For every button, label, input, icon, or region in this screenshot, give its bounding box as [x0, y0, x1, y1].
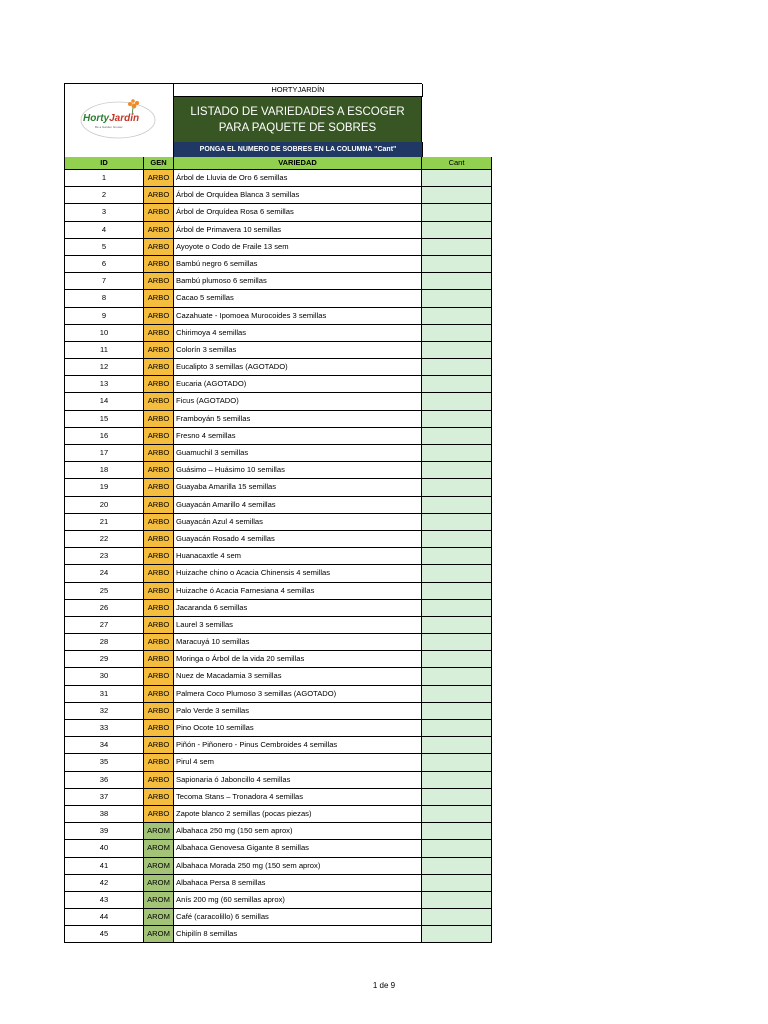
- row-cant-input[interactable]: [421, 359, 492, 376]
- row-variedad: Jacaranda 6 semillas: [173, 600, 421, 617]
- row-id: 24: [64, 565, 143, 582]
- row-cant-input[interactable]: [421, 720, 492, 737]
- row-gen: AROM: [143, 926, 173, 943]
- row-id: 23: [64, 548, 143, 565]
- row-variedad: Pirul 4 sem: [173, 754, 421, 771]
- row-id: 38: [64, 806, 143, 823]
- row-cant-input[interactable]: [421, 737, 492, 754]
- row-variedad: Fresno 4 semillas: [173, 428, 421, 445]
- row-variedad: Huanacaxtle 4 sem: [173, 548, 421, 565]
- row-gen: ARBO: [143, 548, 173, 565]
- row-cant-input[interactable]: [421, 325, 492, 342]
- table-row: [64, 858, 492, 875]
- row-variedad: Laurel 3 semillas: [173, 617, 421, 634]
- row-cant-input[interactable]: [421, 651, 492, 668]
- row-id: 18: [64, 462, 143, 479]
- column-header-variedad: VARIEDAD: [173, 157, 421, 170]
- row-cant-input[interactable]: [421, 926, 492, 943]
- row-id: 1: [64, 170, 143, 187]
- table-row: [64, 308, 492, 325]
- row-gen: ARBO: [143, 514, 173, 531]
- table-row: [64, 823, 492, 840]
- row-id: 2: [64, 187, 143, 204]
- row-variedad: Piñón - Piñonero - Pinus Cembroides 4 semillas: [173, 737, 421, 754]
- row-cant-input[interactable]: [421, 411, 492, 428]
- row-gen: ARBO: [143, 668, 173, 685]
- row-cant-input[interactable]: [421, 187, 492, 204]
- column-header-id: ID: [64, 157, 143, 170]
- row-gen: ARBO: [143, 239, 173, 256]
- table-row: [64, 806, 492, 823]
- table-row: [64, 909, 492, 926]
- row-cant-input[interactable]: [421, 909, 492, 926]
- row-variedad: Palmera Coco Plumoso 3 semillas (AGOTADO): [173, 686, 421, 703]
- row-gen: ARBO: [143, 359, 173, 376]
- row-id: 7: [64, 273, 143, 290]
- table-row: [64, 651, 492, 668]
- row-gen: ARBO: [143, 583, 173, 600]
- row-variedad: Bambú plumoso 6 semillas: [173, 273, 421, 290]
- row-variedad: Cazahuate - Ipomoea Murocoides 3 semillas: [173, 308, 421, 325]
- row-cant-input[interactable]: [421, 875, 492, 892]
- row-cant-input[interactable]: [421, 754, 492, 771]
- table-row: [64, 548, 492, 565]
- row-id: 27: [64, 617, 143, 634]
- row-gen: ARBO: [143, 531, 173, 548]
- row-cant-input[interactable]: [421, 376, 492, 393]
- table-row: [64, 342, 492, 359]
- row-id: 11: [64, 342, 143, 359]
- row-id: 10: [64, 325, 143, 342]
- row-gen: ARBO: [143, 308, 173, 325]
- table-row: [64, 531, 492, 548]
- table-row: [64, 479, 492, 496]
- row-gen: ARBO: [143, 497, 173, 514]
- row-id: 6: [64, 256, 143, 273]
- row-cant-input[interactable]: [421, 222, 492, 239]
- row-gen: ARBO: [143, 428, 173, 445]
- row-gen: ARBO: [143, 617, 173, 634]
- row-cant-input[interactable]: [421, 806, 492, 823]
- row-gen: ARBO: [143, 187, 173, 204]
- row-gen: ARBO: [143, 686, 173, 703]
- row-variedad: Guayacán Amarillo 4 semillas: [173, 497, 421, 514]
- logo-wordmark: HortyJardín: [83, 113, 140, 124]
- row-cant-input[interactable]: [421, 479, 492, 496]
- row-cant-input[interactable]: [421, 393, 492, 410]
- row-variedad: Guamuchil 3 semillas: [173, 445, 421, 462]
- row-id: 14: [64, 393, 143, 410]
- row-id: 36: [64, 772, 143, 789]
- row-id: 28: [64, 634, 143, 651]
- row-variedad: Albahaca Morada 250 mg (150 sem aprox): [173, 858, 421, 875]
- row-cant-input[interactable]: [421, 840, 492, 857]
- row-cant-input[interactable]: [421, 514, 492, 531]
- row-id: 8: [64, 290, 143, 307]
- table-row: [64, 789, 492, 806]
- variety-sheet: [64, 83, 492, 943]
- row-gen: ARBO: [143, 754, 173, 771]
- logo-cell: [65, 84, 174, 157]
- row-gen: ARBO: [143, 376, 173, 393]
- row-id: 40: [64, 840, 143, 857]
- table-row: [64, 926, 492, 943]
- row-cant-input[interactable]: [421, 204, 492, 221]
- row-id: 5: [64, 239, 143, 256]
- row-cant-input[interactable]: [421, 342, 492, 359]
- row-gen: ARBO: [143, 462, 173, 479]
- row-gen: ARBO: [143, 290, 173, 307]
- row-gen: ARBO: [143, 703, 173, 720]
- row-variedad: Albahaca Genovesa Gigante 8 semillas: [173, 840, 421, 857]
- row-cant-input[interactable]: [421, 308, 492, 325]
- table-row: [64, 514, 492, 531]
- row-id: 43: [64, 892, 143, 909]
- row-variedad: Guayaba Amarilla 15 semillas: [173, 479, 421, 496]
- row-variedad: Sapionaria ó Jaboncillo 4 semillas: [173, 772, 421, 789]
- row-cant-input[interactable]: [421, 428, 492, 445]
- logo-tagline: Be a Garden Grower: [95, 125, 123, 129]
- table-row: [64, 565, 492, 582]
- row-id: 25: [64, 583, 143, 600]
- row-gen: ARBO: [143, 325, 173, 342]
- row-variedad: Guásimo – Huásimo 10 semillas: [173, 462, 421, 479]
- row-id: 12: [64, 359, 143, 376]
- table-row: [64, 720, 492, 737]
- row-gen: ARBO: [143, 772, 173, 789]
- row-gen: ARBO: [143, 806, 173, 823]
- row-variedad: Anís 200 mg (60 semillas aprox): [173, 892, 421, 909]
- row-cant-input[interactable]: [421, 497, 492, 514]
- table-row: [64, 737, 492, 754]
- row-variedad: Árbol de Lluvia de Oro 6 semillas: [173, 170, 421, 187]
- row-cant-input[interactable]: [421, 256, 492, 273]
- row-gen: AROM: [143, 909, 173, 926]
- column-header-row: [64, 157, 492, 170]
- table-row: [64, 583, 492, 600]
- table-row: [64, 239, 492, 256]
- table-row: [64, 290, 492, 307]
- row-variedad: Moringa o Árbol de la vida 20 semillas: [173, 651, 421, 668]
- row-id: 45: [64, 926, 143, 943]
- table-row: [64, 428, 492, 445]
- row-gen: ARBO: [143, 393, 173, 410]
- table-row: [64, 703, 492, 720]
- table-row: [64, 411, 492, 428]
- row-gen: ARBO: [143, 720, 173, 737]
- row-id: 4: [64, 222, 143, 239]
- row-cant-input[interactable]: [421, 583, 492, 600]
- row-cant-input[interactable]: [421, 445, 492, 462]
- row-variedad: Café (caracolillo) 6 semillas: [173, 909, 421, 926]
- row-variedad: Árbol de Orquídea Blanca 3 semillas: [173, 187, 421, 204]
- row-gen: ARBO: [143, 222, 173, 239]
- table-row: [64, 617, 492, 634]
- row-cant-input[interactable]: [421, 565, 492, 582]
- table-row: [64, 754, 492, 771]
- row-gen: ARBO: [143, 634, 173, 651]
- row-id: 39: [64, 823, 143, 840]
- row-cant-input[interactable]: [421, 892, 492, 909]
- sheet-title: LISTADO DE VARIEDADES A ESCOGER PARA PAQUETE DE SOBRES: [174, 97, 422, 142]
- row-gen: ARBO: [143, 565, 173, 582]
- column-header-cant: Cant: [421, 157, 492, 170]
- table-row: [64, 772, 492, 789]
- row-gen: ARBO: [143, 204, 173, 221]
- column-header-gen: GEN: [143, 157, 173, 170]
- row-cant-input[interactable]: [421, 668, 492, 685]
- table-row: [64, 256, 492, 273]
- table-row: [64, 445, 492, 462]
- row-id: 35: [64, 754, 143, 771]
- row-variedad: Albahaca 250 mg (150 sem aprox): [173, 823, 421, 840]
- row-gen: AROM: [143, 875, 173, 892]
- row-cant-input[interactable]: [421, 239, 492, 256]
- row-cant-input[interactable]: [421, 462, 492, 479]
- row-gen: ARBO: [143, 342, 173, 359]
- table-row: [64, 497, 492, 514]
- row-id: 31: [64, 686, 143, 703]
- row-cant-input[interactable]: [421, 686, 492, 703]
- row-cant-input[interactable]: [421, 634, 492, 651]
- row-id: 37: [64, 789, 143, 806]
- table-row: [64, 170, 492, 187]
- row-id: 30: [64, 668, 143, 685]
- row-variedad: Palo Verde 3 semillas: [173, 703, 421, 720]
- row-gen: ARBO: [143, 256, 173, 273]
- page-number: 1 de 9: [372, 981, 396, 990]
- hortyjardin-logo: [79, 98, 157, 142]
- row-id: 13: [64, 376, 143, 393]
- row-gen: AROM: [143, 823, 173, 840]
- row-variedad: Maracuyá 10 semillas: [173, 634, 421, 651]
- row-variedad: Árbol de Primavera 10 semillas: [173, 222, 421, 239]
- table-row: [64, 634, 492, 651]
- company-name: HORTYJARDÍN: [174, 84, 423, 97]
- row-gen: ARBO: [143, 600, 173, 617]
- row-gen: AROM: [143, 892, 173, 909]
- row-cant-input[interactable]: [421, 600, 492, 617]
- row-variedad: Huizache chino o Acacia Chinensis 4 semillas: [173, 565, 421, 582]
- table-row: [64, 273, 492, 290]
- row-variedad: Chirimoya 4 semillas: [173, 325, 421, 342]
- row-cant-input[interactable]: [421, 548, 492, 565]
- row-variedad: Albahaca Persa 8 semillas: [173, 875, 421, 892]
- row-variedad: Guayacán Rosado 4 semillas: [173, 531, 421, 548]
- row-id: 41: [64, 858, 143, 875]
- row-cant-input[interactable]: [421, 531, 492, 548]
- row-id: 19: [64, 479, 143, 496]
- row-gen: AROM: [143, 840, 173, 857]
- row-gen: ARBO: [143, 445, 173, 462]
- table-row: [64, 376, 492, 393]
- row-id: 9: [64, 308, 143, 325]
- row-gen: ARBO: [143, 479, 173, 496]
- row-cant-input[interactable]: [421, 617, 492, 634]
- row-id: 3: [64, 204, 143, 221]
- row-id: 15: [64, 411, 143, 428]
- table-row: [64, 668, 492, 685]
- row-id: 17: [64, 445, 143, 462]
- row-variedad: Cacao 5 semillas: [173, 290, 421, 307]
- row-variedad: Ficus (AGOTADO): [173, 393, 421, 410]
- row-id: 21: [64, 514, 143, 531]
- row-id: 26: [64, 600, 143, 617]
- row-gen: ARBO: [143, 273, 173, 290]
- row-variedad: Eucalipto 3 semillas (AGOTADO): [173, 359, 421, 376]
- table-row: [64, 222, 492, 239]
- row-gen: ARBO: [143, 170, 173, 187]
- row-id: 33: [64, 720, 143, 737]
- row-variedad: Zapote blanco 2 semillas (pocas piezas): [173, 806, 421, 823]
- row-variedad: Pino Ocote 10 semillas: [173, 720, 421, 737]
- table-row: [64, 204, 492, 221]
- variety-table-body: [64, 170, 492, 943]
- row-cant-input[interactable]: [421, 290, 492, 307]
- table-row: [64, 600, 492, 617]
- table-row: [64, 187, 492, 204]
- row-cant-input[interactable]: [421, 789, 492, 806]
- instruction-banner: PONGA EL NUMERO DE SOBRES EN LA COLUMNA "Cant": [174, 142, 423, 157]
- row-id: 32: [64, 703, 143, 720]
- row-variedad: Colorín 3 semillas: [173, 342, 421, 359]
- row-variedad: Chipilín 8 semillas: [173, 926, 421, 943]
- table-row: [64, 840, 492, 857]
- row-variedad: Bambú negro 6 semillas: [173, 256, 421, 273]
- row-id: 34: [64, 737, 143, 754]
- row-cant-input[interactable]: [421, 170, 492, 187]
- table-row: [64, 686, 492, 703]
- row-variedad: Huizache ó Acacia Farnesiana 4 semillas: [173, 583, 421, 600]
- row-id: 42: [64, 875, 143, 892]
- row-id: 44: [64, 909, 143, 926]
- sheet-header: [64, 83, 422, 157]
- row-variedad: Eucaria (AGOTADO): [173, 376, 421, 393]
- row-gen: ARBO: [143, 789, 173, 806]
- row-id: 22: [64, 531, 143, 548]
- row-cant-input[interactable]: [421, 823, 492, 840]
- row-cant-input[interactable]: [421, 703, 492, 720]
- row-variedad: Tecoma Stans – Tronadora 4 semillas: [173, 789, 421, 806]
- row-variedad: Guayacán Azul 4 semillas: [173, 514, 421, 531]
- row-gen: ARBO: [143, 651, 173, 668]
- row-cant-input[interactable]: [421, 273, 492, 290]
- row-cant-input[interactable]: [421, 858, 492, 875]
- table-row: [64, 462, 492, 479]
- row-variedad: Ayoyote o Codo de Fraile 13 sem: [173, 239, 421, 256]
- row-id: 16: [64, 428, 143, 445]
- row-variedad: Nuez de Macadamia 3 semillas: [173, 668, 421, 685]
- table-row: [64, 875, 492, 892]
- row-id: 29: [64, 651, 143, 668]
- row-variedad: Árbol de Orquídea Rosa 6 semillas: [173, 204, 421, 221]
- row-gen: ARBO: [143, 737, 173, 754]
- table-row: [64, 325, 492, 342]
- row-gen: AROM: [143, 858, 173, 875]
- table-row: [64, 892, 492, 909]
- row-gen: ARBO: [143, 411, 173, 428]
- row-variedad: Framboyán 5 semillas: [173, 411, 421, 428]
- table-row: [64, 359, 492, 376]
- row-cant-input[interactable]: [421, 772, 492, 789]
- table-row: [64, 393, 492, 410]
- row-id: 20: [64, 497, 143, 514]
